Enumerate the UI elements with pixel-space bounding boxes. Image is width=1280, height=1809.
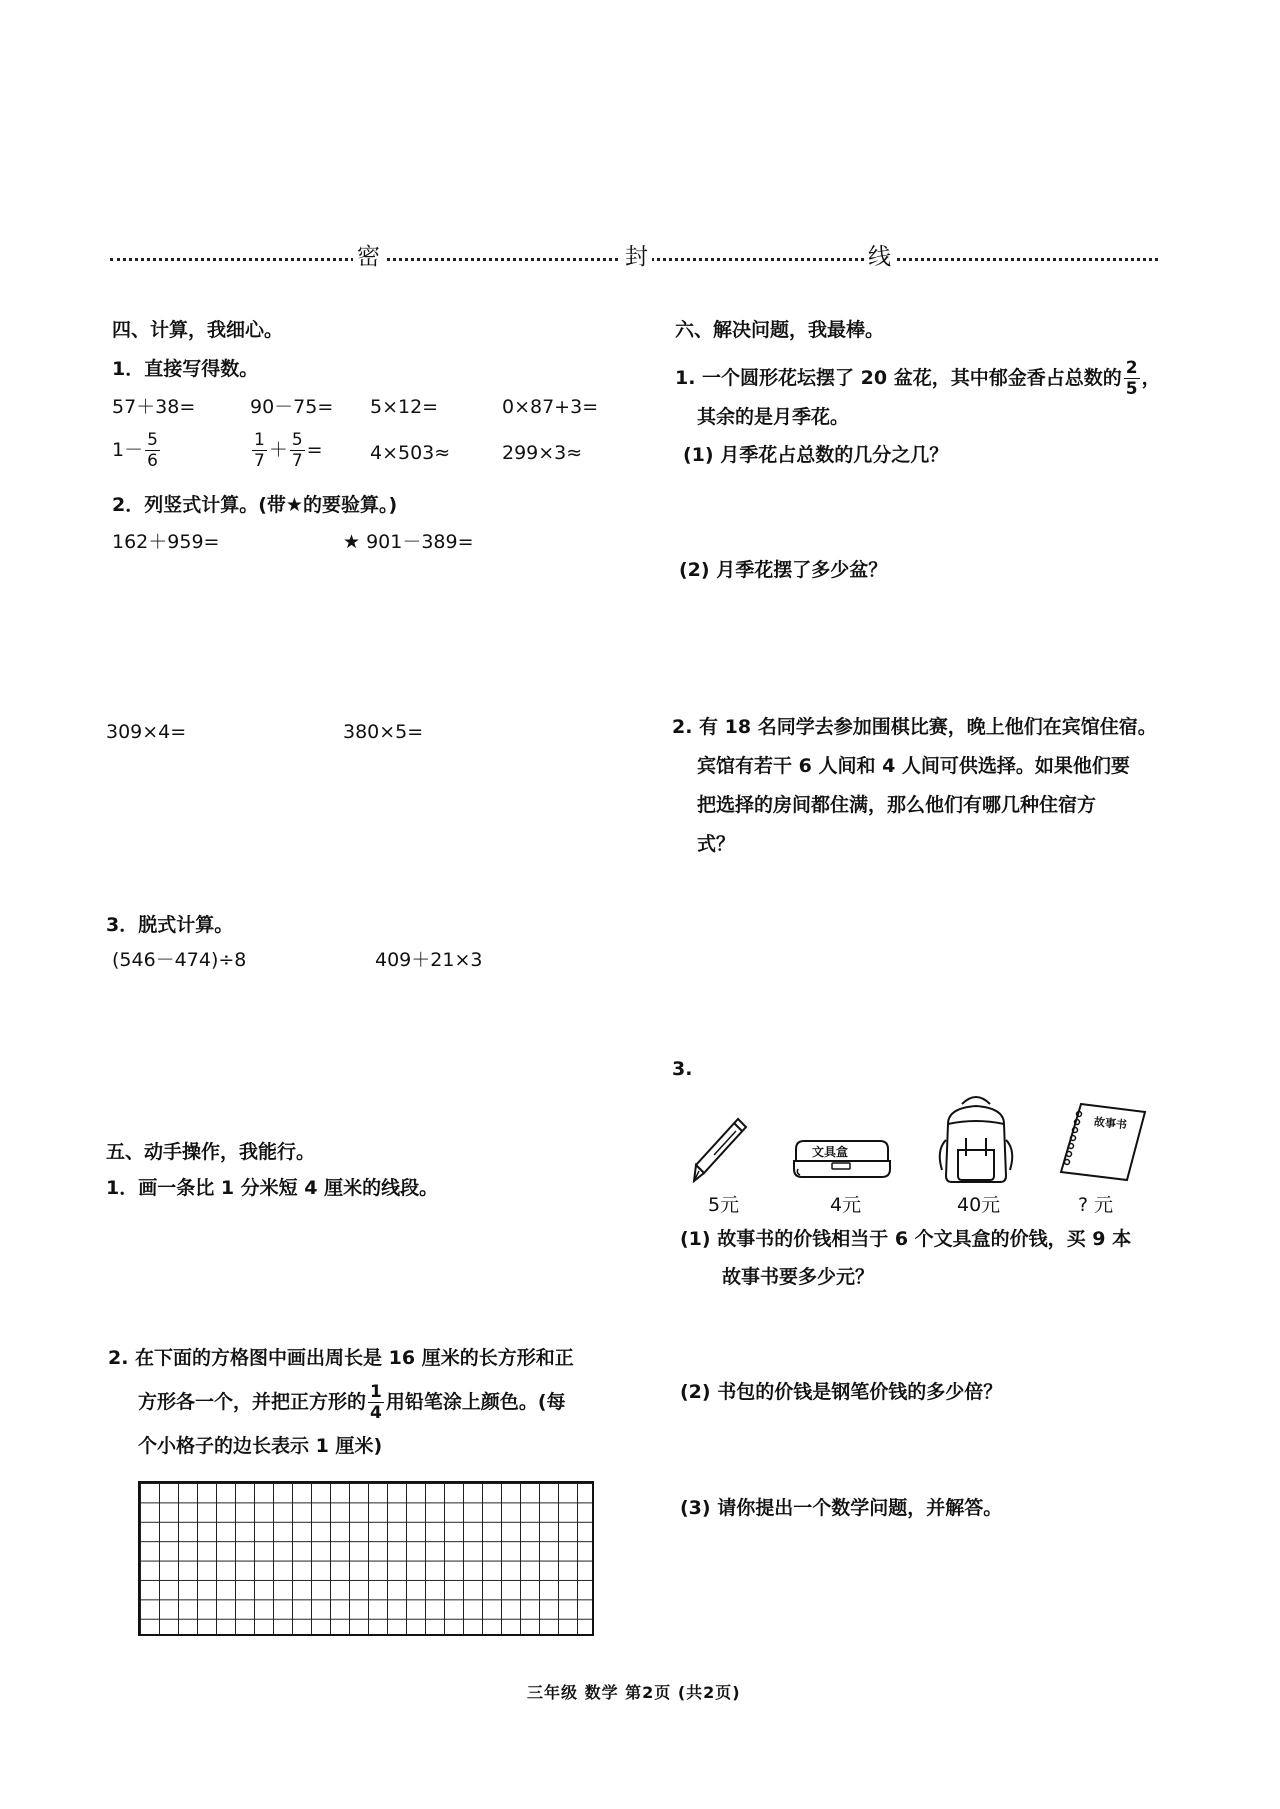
calc-item: 4×503≈	[370, 442, 451, 464]
section4-q1-title: 1．直接写得数。	[112, 358, 259, 380]
pen-icon	[690, 1115, 750, 1185]
section6-q1-line2: 其余的是月季花。	[697, 406, 850, 428]
seal-char-mi: 密	[353, 243, 384, 271]
section6-q2-line1: 2. 有 18 名同学去参加围棋比赛，晚上他们在宾馆住宿。	[672, 716, 1157, 738]
section6-q3-sub1-line2: 故事书要多少元？	[722, 1266, 875, 1288]
calc-item: 5×12=	[370, 396, 439, 418]
section6-q1-sub1: (1) 月季花占总数的几分之几？	[683, 444, 949, 466]
pencil-case-price: 4元	[830, 1194, 862, 1216]
calc-item: 0×87+3=	[502, 396, 599, 418]
section6-q3-sub1-line1: (1) 故事书的价钱相当于 6 个文具盒的价钱，买 9 本	[680, 1228, 1132, 1250]
section6-q1-line1: 1. 一个圆形花坛摆了 20 盆花，其中郁金香占总数的 $\frac{2}{5}$ ，	[675, 358, 1161, 399]
storybook-price: ? 元	[1078, 1194, 1114, 1216]
vertical-calc-item: ★ 901－389=	[343, 531, 474, 553]
section6-q3-sub2: (2) 书包的价钱是钢笔价钱的多少倍？	[680, 1381, 1003, 1403]
drawing-grid[interactable]	[138, 1481, 594, 1636]
section6-q2-line3: 把选择的房间都住满，那么他们有哪几种住宿方	[697, 794, 1097, 816]
section5-q1: 1．画一条比 1 分米短 4 厘米的线段。	[106, 1177, 439, 1199]
seal-char-xian: 线	[864, 243, 895, 271]
step-calc-item: 409＋21×3	[375, 949, 483, 971]
storybook-icon	[1055, 1100, 1151, 1182]
calc-item-fraction-a: 1－ $\frac{5}{6}$	[112, 430, 158, 471]
calc-item-fraction-b: $\frac{1}{7}$ ＋ $\frac{5}{7}$ =	[254, 430, 323, 471]
calc-item: 57＋38=	[112, 396, 196, 418]
calc-item: 90－75=	[250, 396, 334, 418]
section6-q2-line2: 宾馆有若干 6 人间和 4 人间可供选择。如果他们要	[697, 755, 1130, 777]
section4-q3-title: 3．脱式计算。	[106, 914, 234, 936]
section5-q2-line2: 方形各一个，并把正方形的 $\frac{1}{4}$ 用铅笔涂上颜色。(每	[138, 1382, 566, 1423]
pencil-case-label: 文具盒	[812, 1145, 849, 1159]
pen-price: 5元	[708, 1194, 740, 1216]
section6-q3-number: 3.	[672, 1058, 693, 1080]
seal-char-feng: 封	[621, 243, 652, 271]
section5-q2-line3: 个小格子的边长表示 1 厘米)	[138, 1435, 383, 1457]
storybook-label: 故事书	[1093, 1115, 1128, 1132]
section5-title: 五、动手操作，我能行。	[106, 1141, 316, 1163]
calc-item: 299×3≈	[502, 442, 583, 464]
section4-q2-title: 2．列竖式计算。(带★的要验算。)	[112, 494, 398, 516]
section6-q3-sub3: (3) 请你提出一个数学问题，并解答。	[680, 1497, 1003, 1519]
section5-q2-line1: 2. 在下面的方格图中画出周长是 16 厘米的长方形和正	[108, 1347, 574, 1369]
vertical-calc-item: 380×5=	[343, 721, 424, 743]
vertical-calc-item: 309×4=	[106, 721, 187, 743]
section6-q2-line4: 式？	[697, 833, 736, 855]
backpack-icon	[928, 1090, 1024, 1186]
page-footer: 三年级 数学 第2页 (共2页)	[527, 1683, 741, 1702]
step-calc-item: (546－474)÷8	[112, 949, 247, 971]
section6-q1-sub2: (2) 月季花摆了多少盆？	[679, 559, 888, 581]
section4-title: 四、计算，我细心。	[112, 319, 284, 341]
backpack-price: 40元	[957, 1194, 1001, 1216]
vertical-calc-item: 162＋959=	[112, 531, 220, 553]
section6-title: 六、解决问题，我最棒。	[675, 319, 885, 341]
